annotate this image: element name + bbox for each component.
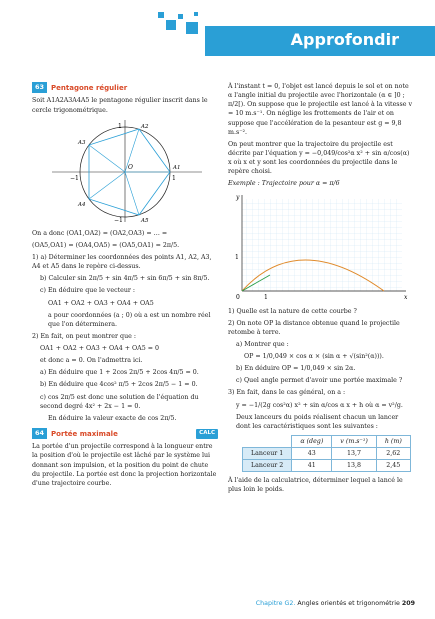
label-origin: O (128, 163, 133, 171)
column-header: α (deg) (292, 435, 332, 447)
label-a2: A2 (141, 123, 149, 130)
right-column (228, 82, 414, 498)
exercise-intro: Soit A1A2A3A4A5 le pentagone régulier inscrit dans le cercle trigonométrique. (32, 97, 208, 114)
exercise-64-text: La portée d'un projectile correspond à la longueur entre la position d'où le projectile est lâché par le système lui donnant son impulsion, et la position du point de chute du projectile. La portée est donc la projection horizontale d'une trajectoire courbe. (32, 443, 217, 487)
column-header: h (m) (376, 435, 410, 447)
calculator-badge: CALC (196, 429, 218, 439)
label-one: 1 (118, 122, 122, 130)
exercise-number: 63 (32, 82, 47, 93)
graph-x-label: x (404, 294, 408, 302)
question-1b: b) Calculer sin 2π/5 + sin 4π/5 + sin 6π/5 + sin 8π/5. (40, 275, 210, 283)
page-number: 209 (401, 600, 415, 607)
label-a4: A4 (78, 201, 86, 208)
label-minus-one: −1 (70, 174, 79, 182)
question-2-admit: et donc a = 0. On l'admettra ici. (40, 357, 143, 365)
exercise-title: Portée maximale (51, 429, 118, 438)
question-2c-detail: En déduire la valeur exacte de cos 2π/5. (48, 414, 177, 422)
label-a3: A3 (78, 139, 86, 146)
table-cell: 2,62 (376, 448, 410, 460)
exercise-title: Pentagone régulier (51, 83, 128, 92)
question-2b: b) En déduire que 4cos² π/5 + 2cos 2π/5 − 1 = 0. (40, 381, 198, 389)
left-column (32, 82, 218, 491)
row-label: Lanceur 1 (243, 448, 292, 460)
row-label: Lanceur 2 (243, 460, 292, 472)
vector-sum: OA1 + OA2 + OA3 + OA4 + OA5 (48, 299, 154, 307)
footer-subtitle: Angles orientés et trigonométrie (297, 600, 400, 607)
vector-sum-zero: OA1 + OA2 + OA3 + OA4 + OA5 = 0 (40, 345, 159, 353)
exercise-64-header (32, 428, 218, 439)
question-2b: b) En déduire OP = 1/0,049 × sin 2α. (236, 365, 356, 373)
table-header-row (243, 435, 411, 447)
pentagon-figure (32, 118, 218, 226)
question-1c: c) En déduire que le vecteur : (40, 287, 136, 295)
footer-chapter: Chapitre G2. (255, 600, 296, 607)
graph-y-one: 1 (235, 254, 239, 262)
example-caption: Exemple : Trajectoire pour α = π/6 (228, 180, 340, 188)
question-1: 1) Quelle est la nature de cette courbe ? (228, 307, 357, 315)
table-cell: 43 (292, 448, 332, 460)
table-cell: 2,45 (376, 460, 410, 472)
table-row (243, 460, 411, 472)
throwers-table (242, 435, 411, 472)
projectile-intro: À l'instant t = 0, l'objet est lancé depuis le sol et on note α l'angle initial du projectile avec l'horizontale (α ∈ ]0 ; π/2[). On suppose que le projectile est lancé à la vitesse v = 10 m.s⁻¹. On néglige les frottements de l'air et on suppose que l'accélération de la pesanteur est g = 9,8 m.s⁻². (228, 83, 413, 136)
angles-equal-line2: (OA5,OA1) = (OA4,OA5) = (OA5,OA1) = 2π/5. (32, 241, 180, 249)
label-a5: A5 (141, 217, 149, 224)
column-header: v (m.s⁻¹) (332, 435, 377, 447)
question-1a: 1) a) Déterminer les coordonnées des points A1, A2, A3, A4 et A5 dans le repère ci-dessus. (32, 254, 212, 271)
trajectory-equation: On peut montrer que la trajectoire du projectile est décrite par l'équation y = −0,049/cos²α x² + sin α/cos(α) x où x et y sont les coordonnées du projectile dans le repère choisi. (228, 140, 410, 176)
page-title: Approfondir (290, 30, 399, 49)
formula-general: y = −1/(2g cos²α) x² + sin α/cos α x + h où α = v²/g. (236, 401, 403, 409)
question-1c-detail: a pour coordonnées (a ; 0) où a est un nombre réel que l'on déterminera. (48, 311, 211, 328)
question-2: 2) En fait, on peut montrer que : (32, 332, 136, 340)
table-cell: 41 (292, 460, 332, 472)
question-3: 3) En fait, dans le cas général, on a : (228, 389, 346, 397)
question-3-final: À l'aide de la calculatrice, déterminer lequel a lancé le plus loin le poids. (228, 477, 403, 494)
table-row (243, 448, 411, 460)
table-cell: 13,8 (332, 460, 377, 472)
angles-equal-line1: On a donc (OA1,OA2) = (OA2,OA3) = … = (32, 229, 168, 237)
graph-x-one: 1 (264, 294, 268, 302)
question-3-detail: Deux lanceurs du poids réalisent chacun un lancer dont les caractéristiques sont les suivantes : (236, 413, 399, 430)
label-a1: A1 (173, 164, 181, 171)
trajectory-graph (228, 191, 414, 303)
graph-y-label: y (236, 194, 240, 202)
exercise-number: 64 (32, 428, 47, 439)
question-2: 2) On note OP la distance obtenue quand le projectile retombe à terre. (228, 319, 400, 336)
page-footer (256, 600, 415, 607)
formula-op: OP = 1/0,049 × cos α × (sin α + √(sin²(α))). (244, 353, 384, 360)
question-2a: a) Montrer que : (236, 340, 289, 348)
label-one-x: 1 (172, 174, 176, 182)
question-2c: c) cos 2π/5 est donc une solution de l'équation du second degré 4x² + 2x − 1 = 0. (40, 393, 199, 410)
graph-origin: 0 (236, 294, 240, 302)
question-2c: c) Quel angle permet d'avoir une portée maximale ? (236, 377, 403, 385)
label-minus-one-y: −1 (114, 216, 123, 224)
table-cell: 13,7 (332, 448, 377, 460)
question-2a: a) En déduire que 1 + 2cos 2π/5 + 2cos 4π/5 = 0. (40, 369, 199, 377)
exercise-63-header (32, 82, 218, 93)
